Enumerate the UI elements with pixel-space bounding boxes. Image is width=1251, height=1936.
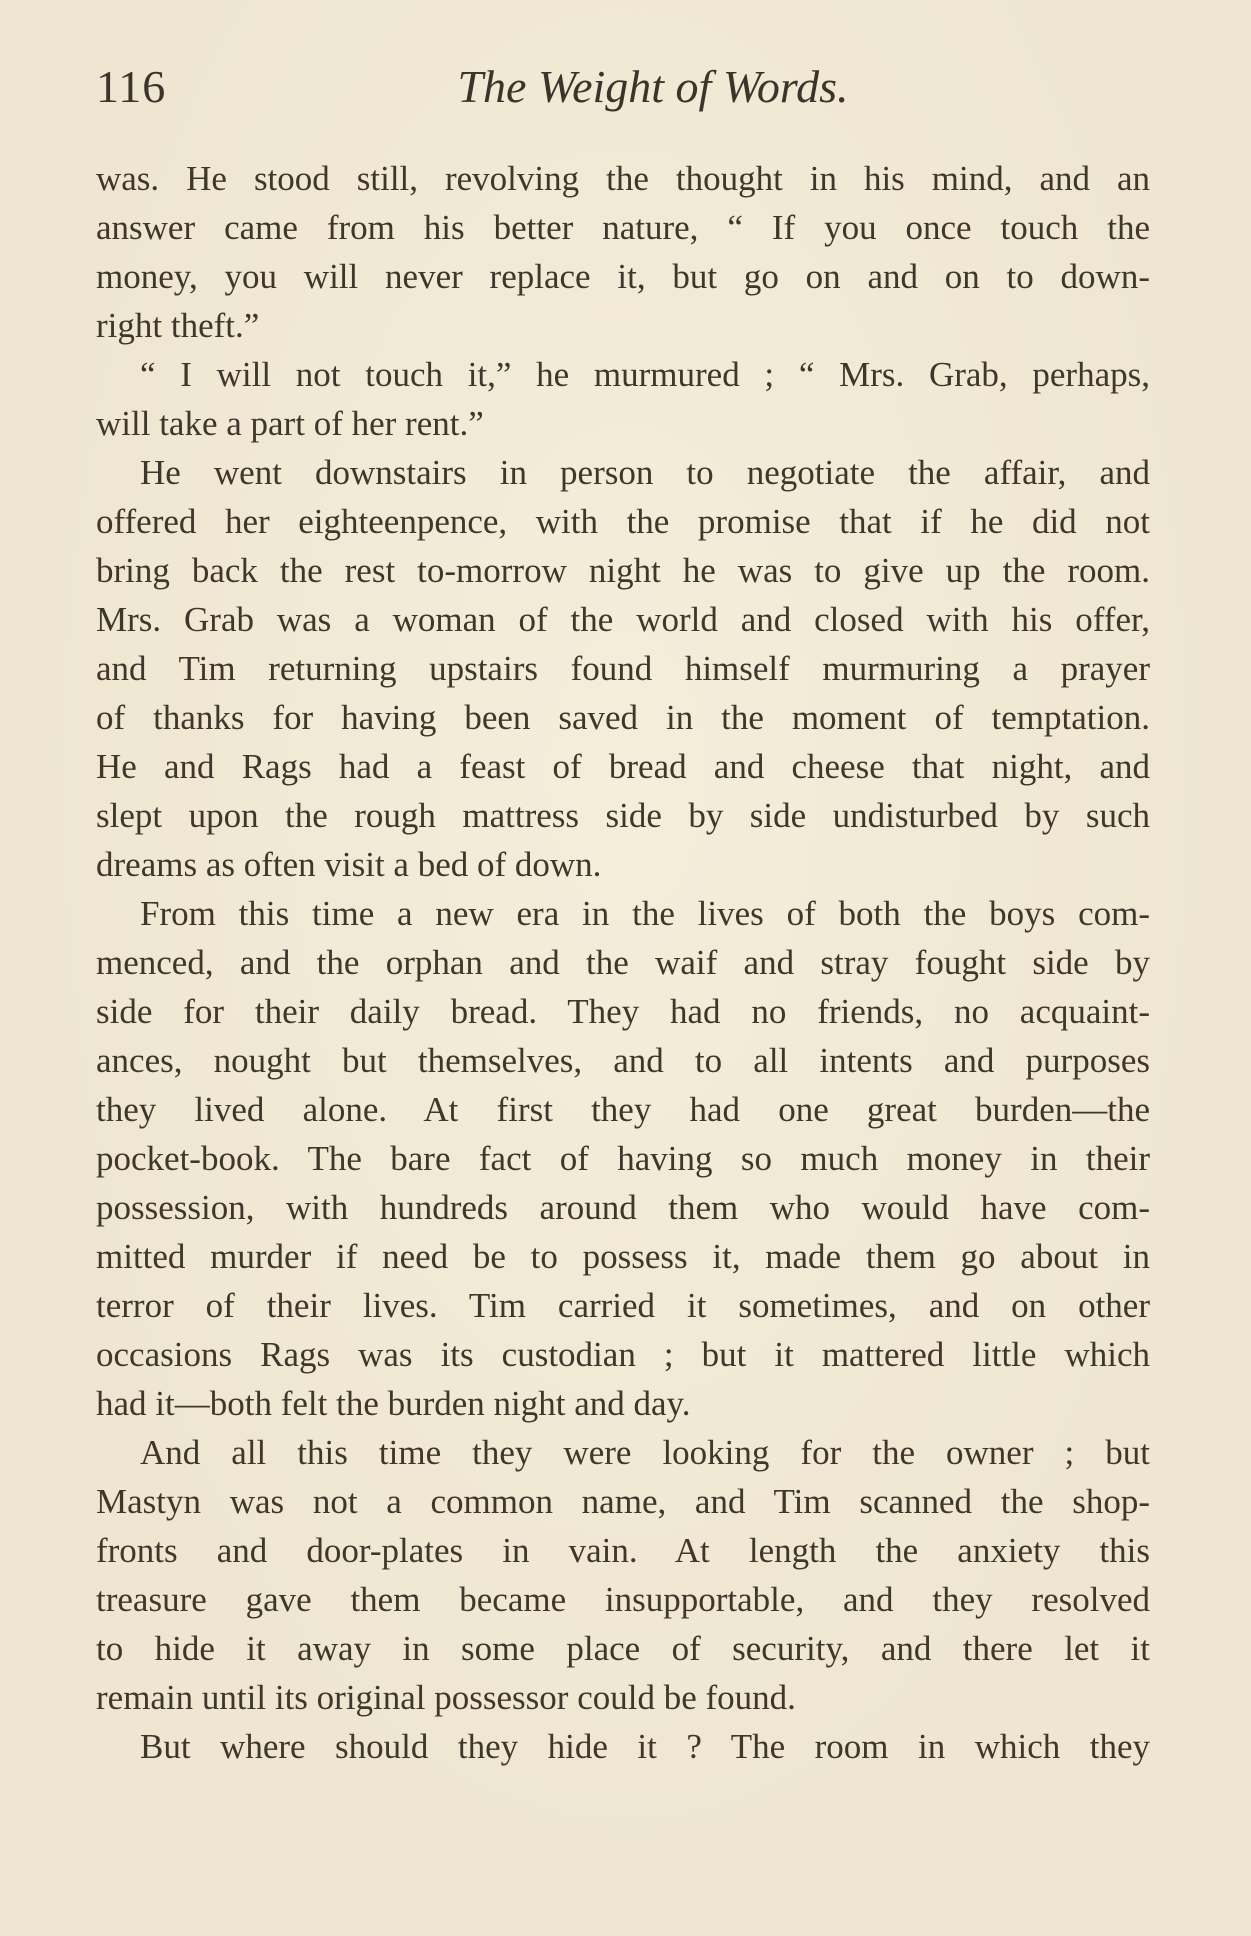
text-line: side for their daily bread. They had no friends, no acquaint-	[96, 992, 1150, 1031]
body-text	[96, 154, 1150, 1771]
text-line: to hide it away in some place of security, and there let it	[96, 1629, 1150, 1668]
text-line: bring back the rest to-morrow night he was to give up the room.	[96, 551, 1150, 590]
text-line: was. He stood still, revolving the thought in his mind, and an	[96, 159, 1150, 198]
text-line: possession, with hundreds around them who would have com-	[96, 1188, 1150, 1227]
text-line: mitted murder if need be to possess it, made them go about in	[96, 1237, 1150, 1276]
text-line: money, you will never replace it, but go on and on to down-	[96, 257, 1150, 296]
text-line: will take a part of her rent.”	[96, 404, 484, 443]
text-line: offered her eighteenpence, with the promise that if he did not	[96, 502, 1150, 541]
text-line: right theft.”	[96, 306, 260, 345]
text-line: pocket-book. The bare fact of having so much money in their	[96, 1139, 1150, 1178]
text-line: Mrs. Grab was a woman of the world and closed with his offer,	[96, 600, 1150, 639]
text-line: “ I will not touch it,” he murmured ; “ Mrs. Grab, perhaps,	[140, 355, 1150, 394]
text-line: occasions Rags was its custodian ; but it mattered little which	[96, 1335, 1150, 1374]
page-number: 116	[96, 61, 167, 112]
text-line: fronts and door-plates in vain. At length the anxiety this	[96, 1531, 1150, 1570]
text-line: had it—both felt the burden night and day.	[96, 1384, 691, 1423]
text-line: remain until its original possessor could be found.	[96, 1678, 796, 1717]
running-title: The Weight of Words.	[457, 61, 849, 112]
text-line: He went downstairs in person to negotiate the affair, and	[140, 453, 1150, 492]
text-line: answer came from his better nature, “ If you once touch the	[96, 208, 1150, 247]
text-line: dreams as often visit a bed of down.	[96, 845, 602, 884]
text-line: terror of their lives. Tim carried it sometimes, and on other	[96, 1286, 1150, 1325]
text-line: and Tim returning upstairs found himself murmuring a prayer	[96, 649, 1150, 688]
text-line: He and Rags had a feast of bread and cheese that night, and	[96, 747, 1150, 786]
text-line: slept upon the rough mattress side by side undisturbed by such	[96, 796, 1150, 835]
text-line: Mastyn was not a common name, and Tim scanned the shop-	[96, 1482, 1150, 1521]
text-line: they lived alone. At first they had one great burden—the	[96, 1090, 1150, 1129]
text-line: And all this time they were looking for the owner ; but	[140, 1433, 1150, 1472]
text-line: of thanks for having been saved in the moment of temptation.	[96, 698, 1150, 737]
text-line: But where should they hide it ? The room in which they	[140, 1727, 1150, 1766]
page-header	[96, 60, 1150, 120]
text-line: treasure gave them became insupportable, and they resolved	[96, 1580, 1150, 1619]
text-line: menced, and the orphan and the waif and stray fought side by	[96, 943, 1150, 982]
text-line: From this time a new era in the lives of both the boys com-	[140, 894, 1150, 933]
text-line: ances, nought but themselves, and to all intents and purposes	[96, 1041, 1150, 1080]
